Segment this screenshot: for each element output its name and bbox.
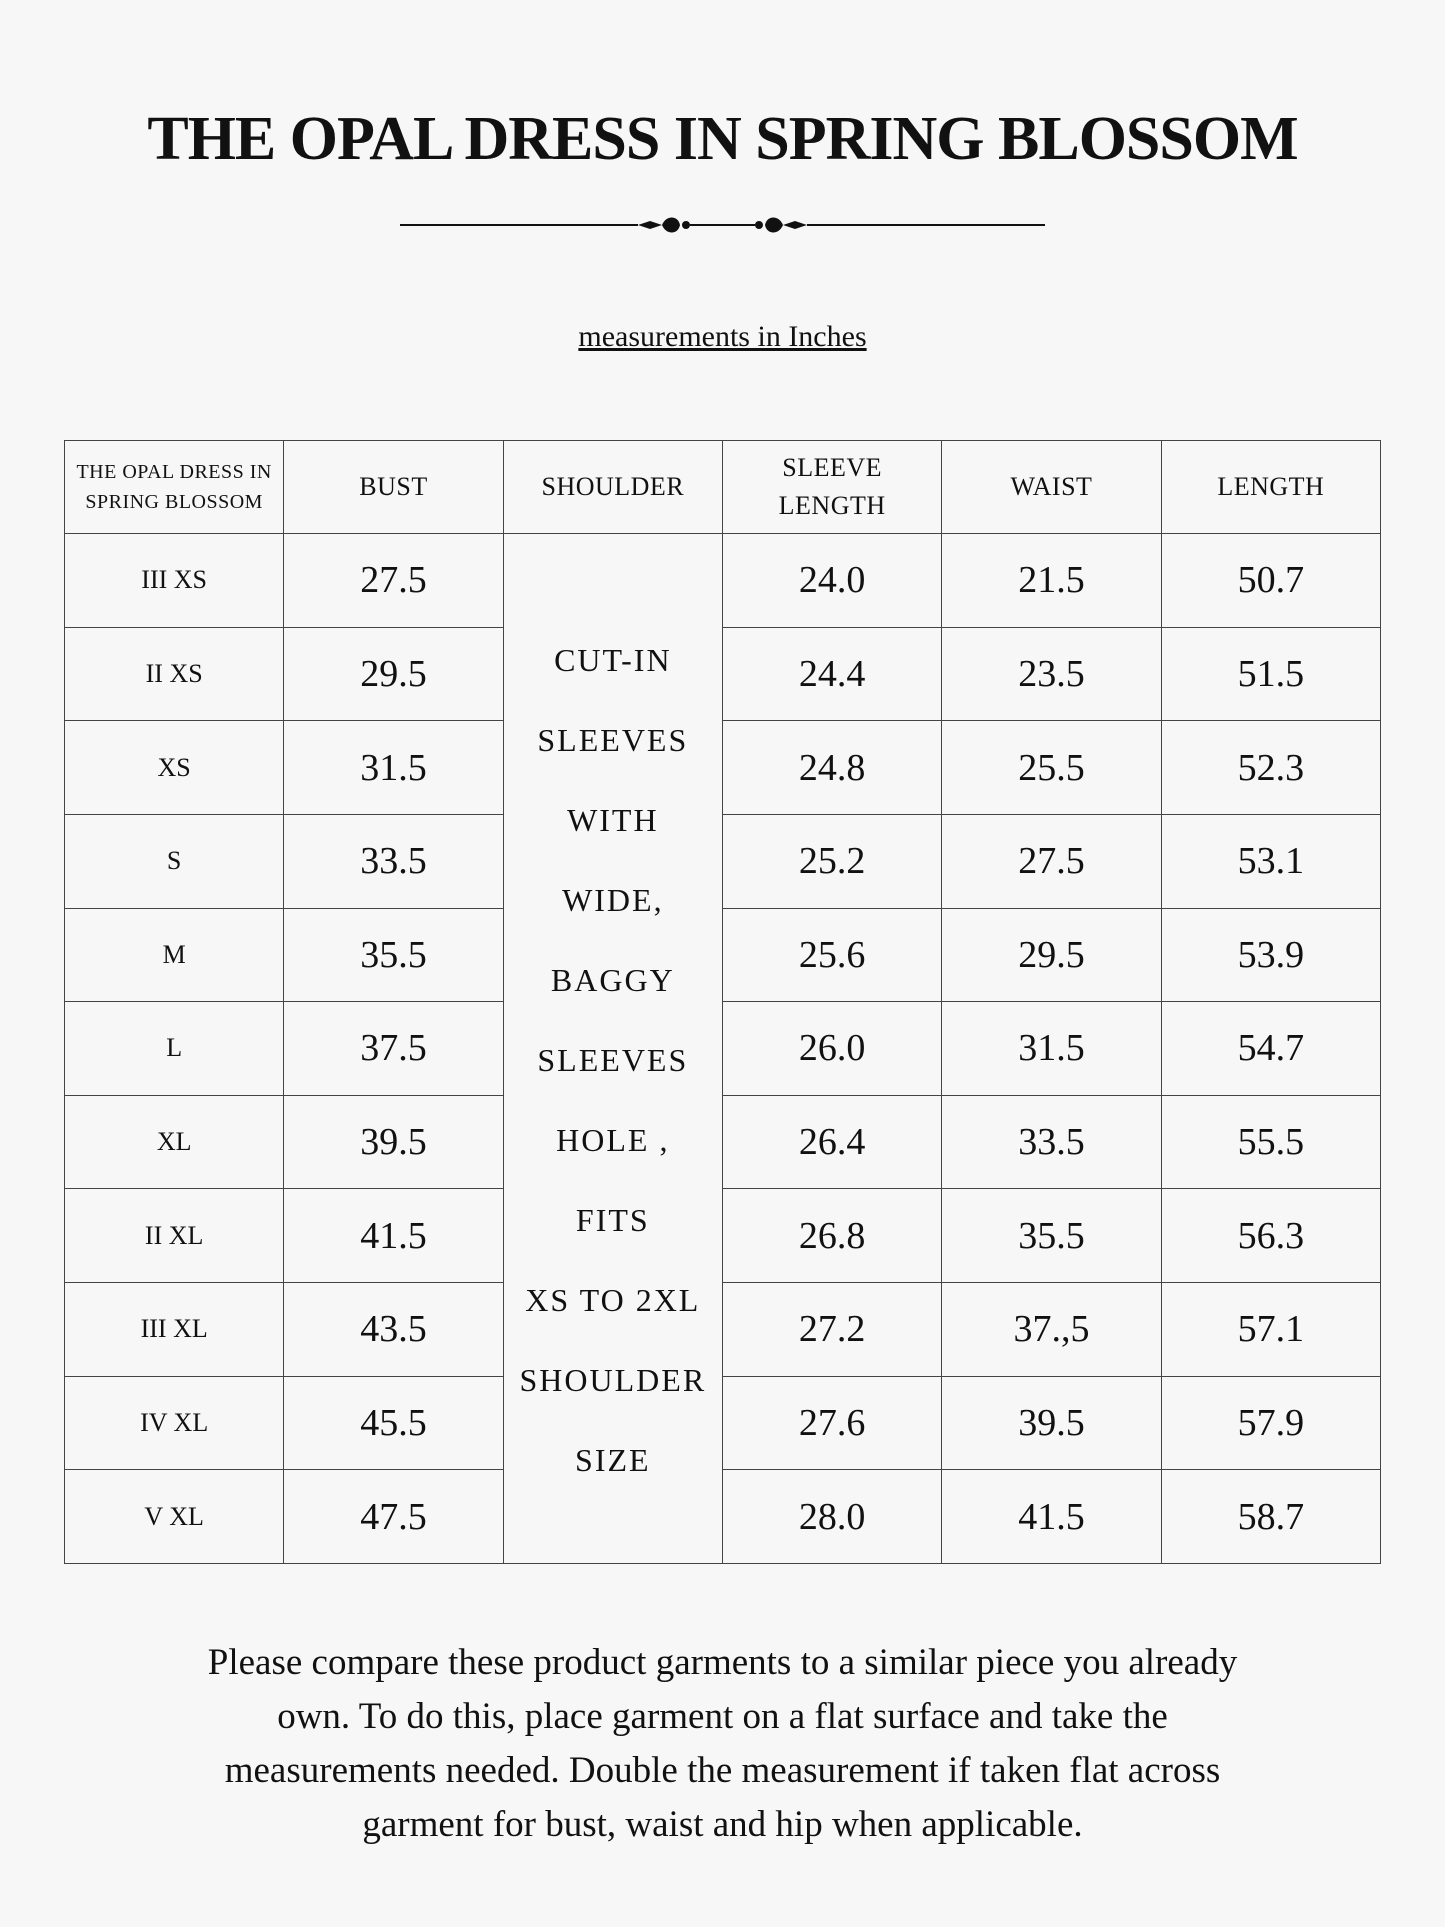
length-cell: 52.3 bbox=[1161, 721, 1380, 815]
length-cell: 51.5 bbox=[1161, 627, 1380, 721]
length-cell: 54.7 bbox=[1161, 1002, 1380, 1096]
table-row bbox=[65, 1283, 1381, 1377]
header-bust: BUST bbox=[284, 441, 503, 534]
length-cell: 57.1 bbox=[1161, 1283, 1380, 1377]
bust-cell: 29.5 bbox=[284, 627, 503, 721]
header-sleeve-length bbox=[722, 441, 941, 534]
bust-cell: 31.5 bbox=[284, 721, 503, 815]
header-product-name-line1: THE OPAL DRESS IN bbox=[76, 461, 272, 483]
waist-cell: 29.5 bbox=[942, 908, 1161, 1002]
measurement-unit-label: measurements in Inches bbox=[578, 320, 867, 353]
bust-cell: 41.5 bbox=[284, 1189, 503, 1283]
bust-cell: 33.5 bbox=[284, 814, 503, 908]
table-row bbox=[65, 627, 1381, 721]
size-cell: M bbox=[65, 908, 284, 1002]
bust-cell: 47.5 bbox=[284, 1470, 503, 1564]
header-waist: WAIST bbox=[942, 441, 1161, 534]
bust-cell: 37.5 bbox=[284, 1002, 503, 1096]
shoulder-note-line: SLEEVES bbox=[537, 1042, 689, 1078]
shoulder-note-line: SLEEVES bbox=[537, 722, 689, 758]
waist-cell: 41.5 bbox=[942, 1470, 1161, 1564]
sleeve-cell: 26.4 bbox=[722, 1095, 941, 1189]
table-row bbox=[65, 1095, 1381, 1189]
sleeve-cell: 25.6 bbox=[722, 908, 941, 1002]
sleeve-cell: 25.2 bbox=[722, 814, 941, 908]
length-cell: 53.1 bbox=[1161, 814, 1380, 908]
waist-cell: 25.5 bbox=[942, 721, 1161, 815]
size-cell: II XS bbox=[65, 627, 284, 721]
header-product-name bbox=[65, 441, 284, 534]
length-cell: 50.7 bbox=[1161, 534, 1380, 628]
size-chart-table bbox=[64, 440, 1381, 1564]
length-cell: 53.9 bbox=[1161, 908, 1380, 1002]
shoulder-note-line: WITH bbox=[567, 802, 659, 838]
header-length: LENGTH bbox=[1161, 441, 1380, 534]
header-sleeve-line1: SLEEVE bbox=[782, 453, 883, 482]
length-cell: 58.7 bbox=[1161, 1470, 1380, 1564]
size-cell: V XL bbox=[65, 1470, 284, 1564]
sleeve-cell: 27.2 bbox=[722, 1283, 941, 1377]
shoulder-note-cell bbox=[503, 534, 722, 1564]
shoulder-note-line: HOLE , bbox=[556, 1122, 670, 1158]
sleeve-cell: 24.4 bbox=[722, 627, 941, 721]
size-cell: S bbox=[65, 814, 284, 908]
shoulder-note-line: XS TO 2XL bbox=[525, 1282, 701, 1318]
sleeve-cell: 24.0 bbox=[722, 534, 941, 628]
table-header-row bbox=[65, 441, 1381, 534]
size-cell: III XL bbox=[65, 1283, 284, 1377]
size-cell: IV XL bbox=[65, 1376, 284, 1470]
table-row bbox=[65, 721, 1381, 815]
instructions-line: garment for bust, waist and hip when applicable. bbox=[362, 1804, 1083, 1845]
header-shoulder: SHOULDER bbox=[503, 441, 722, 534]
instructions-line: measurements needed. Double the measurement if taken flat across bbox=[224, 1750, 1221, 1791]
ornament-divider-icon bbox=[400, 212, 1045, 238]
size-cell: XL bbox=[65, 1095, 284, 1189]
length-cell: 57.9 bbox=[1161, 1376, 1380, 1470]
page-title: THE OPAL DRESS IN SPRING BLOSSOM bbox=[147, 105, 1298, 173]
table-row bbox=[65, 908, 1381, 1002]
size-cell: L bbox=[65, 1002, 284, 1096]
shoulder-note-line: WIDE, bbox=[562, 882, 664, 918]
shoulder-note-line: BAGGY bbox=[550, 962, 675, 998]
table-row bbox=[65, 534, 1381, 628]
length-cell: 55.5 bbox=[1161, 1095, 1380, 1189]
sleeve-cell: 27.6 bbox=[722, 1376, 941, 1470]
waist-cell: 39.5 bbox=[942, 1376, 1161, 1470]
shoulder-note-line: FITS bbox=[575, 1202, 650, 1238]
waist-cell: 37.,5 bbox=[942, 1283, 1161, 1377]
table-row bbox=[65, 814, 1381, 908]
table-row bbox=[65, 1376, 1381, 1470]
measurement-instructions bbox=[90, 1636, 1355, 1852]
bust-cell: 45.5 bbox=[284, 1376, 503, 1470]
sleeve-cell: 28.0 bbox=[722, 1470, 941, 1564]
table-row bbox=[65, 1189, 1381, 1283]
bust-cell: 43.5 bbox=[284, 1283, 503, 1377]
shoulder-note-line: SHOULDER bbox=[519, 1362, 707, 1398]
waist-cell: 35.5 bbox=[942, 1189, 1161, 1283]
waist-cell: 33.5 bbox=[942, 1095, 1161, 1189]
waist-cell: 21.5 bbox=[942, 534, 1161, 628]
waist-cell: 31.5 bbox=[942, 1002, 1161, 1096]
sleeve-cell: 26.0 bbox=[722, 1002, 941, 1096]
size-cell: III XS bbox=[65, 534, 284, 628]
waist-cell: 23.5 bbox=[942, 627, 1161, 721]
sleeve-cell: 26.8 bbox=[722, 1189, 941, 1283]
sleeve-cell: 24.8 bbox=[722, 721, 941, 815]
bust-cell: 35.5 bbox=[284, 908, 503, 1002]
shoulder-note-line: SIZE bbox=[575, 1442, 651, 1478]
table-row bbox=[65, 1470, 1381, 1564]
instructions-line: own. To do this, place garment on a flat surface and take the bbox=[277, 1696, 1168, 1737]
bust-cell: 27.5 bbox=[284, 534, 503, 628]
header-sleeve-line2: LENGTH bbox=[778, 491, 886, 520]
instructions-line: Please compare these product garments to a similar piece you already bbox=[207, 1642, 1238, 1683]
length-cell: 56.3 bbox=[1161, 1189, 1380, 1283]
shoulder-note-line: CUT-IN bbox=[554, 642, 672, 678]
table-row bbox=[65, 1002, 1381, 1096]
size-cell: II XL bbox=[65, 1189, 284, 1283]
size-cell: XS bbox=[65, 721, 284, 815]
waist-cell: 27.5 bbox=[942, 814, 1161, 908]
bust-cell: 39.5 bbox=[284, 1095, 503, 1189]
header-product-name-line2: SPRING BLOSSOM bbox=[85, 491, 263, 513]
